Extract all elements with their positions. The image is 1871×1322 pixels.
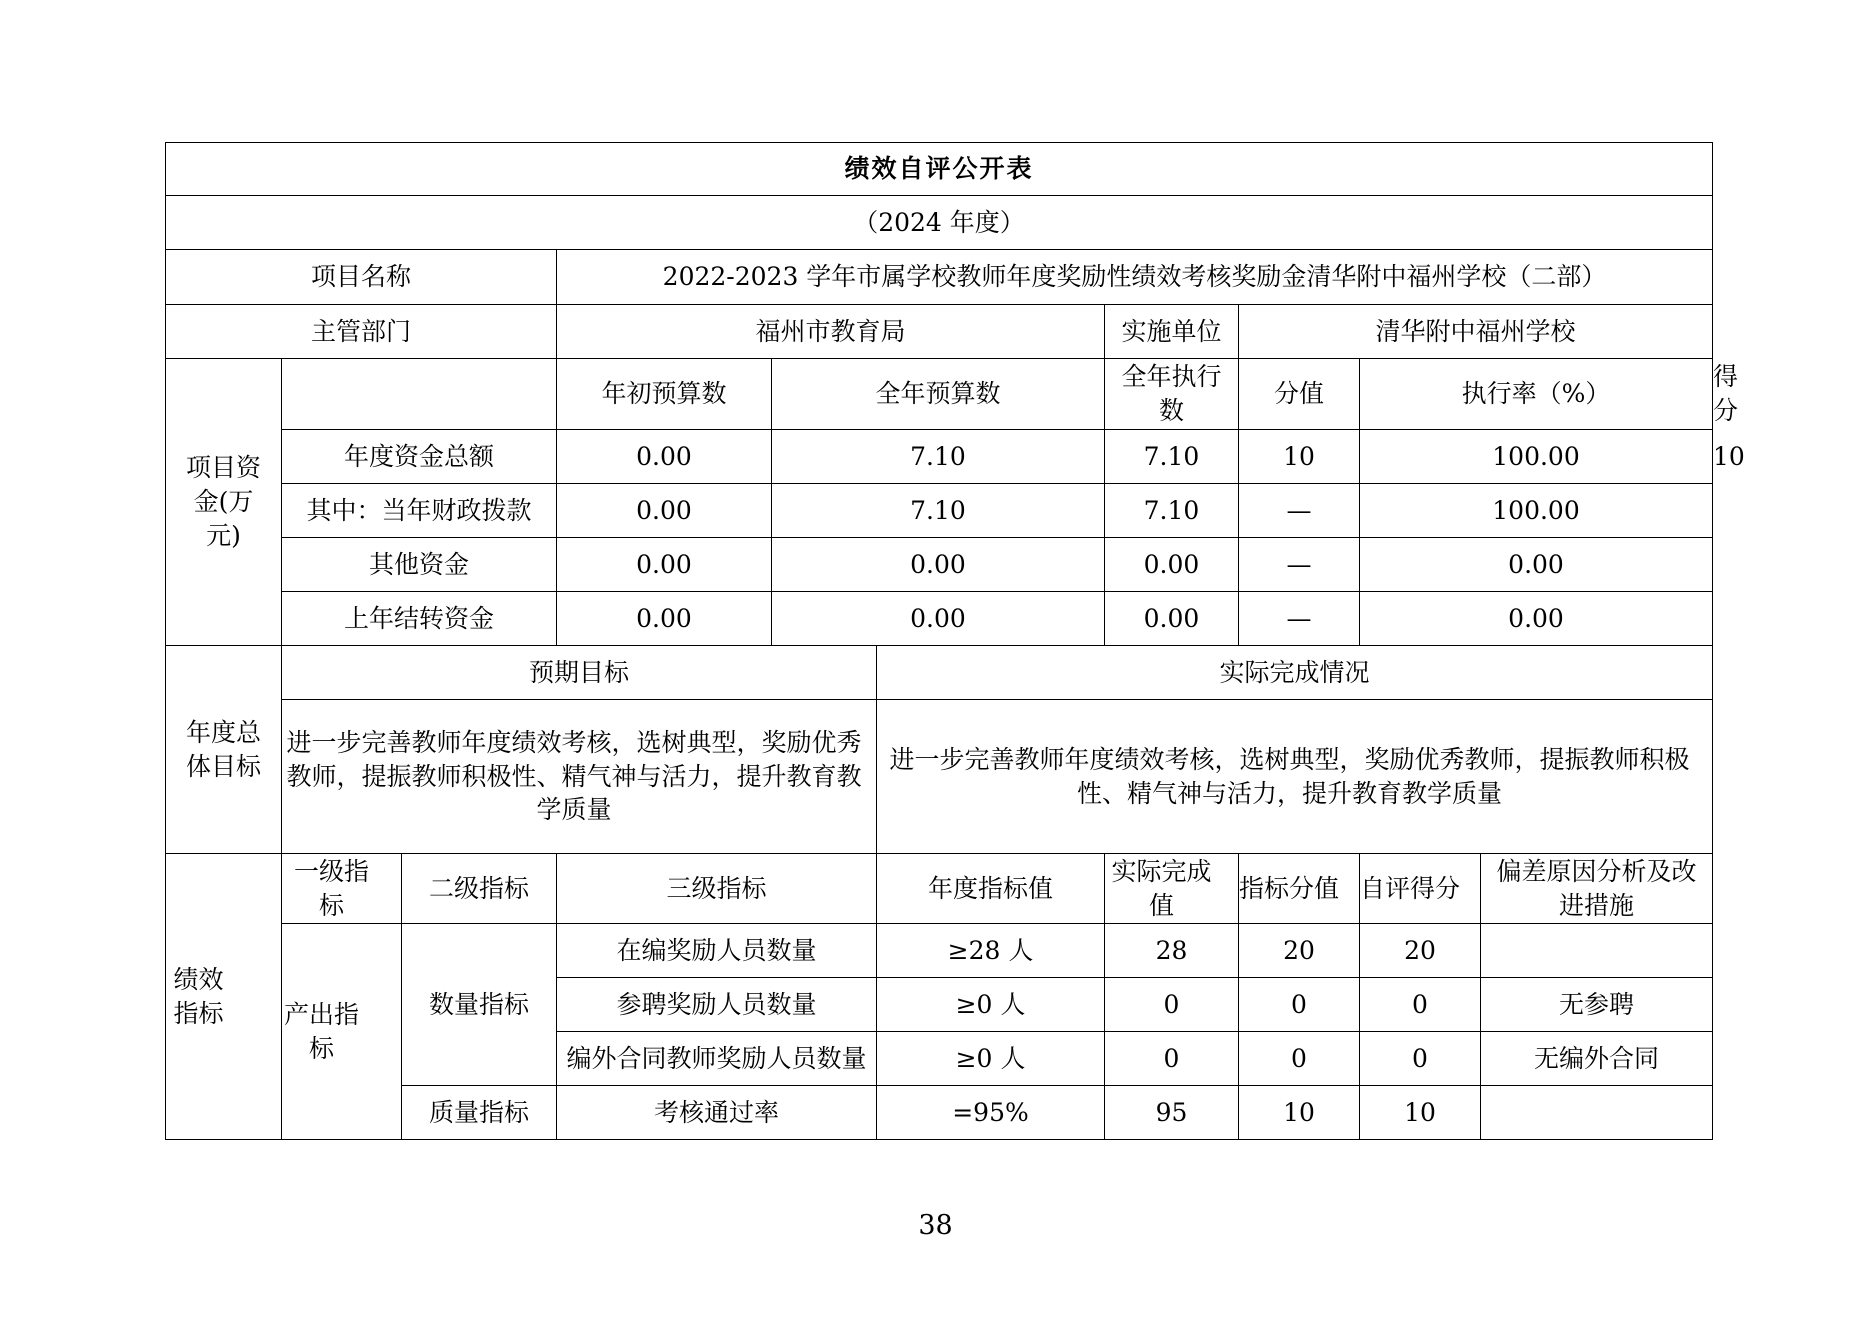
- funds-row-annual: 0.00: [772, 538, 1105, 592]
- indicator-row-name: 在编奖励人员数量: [557, 924, 877, 978]
- indicator-row-weight: 0: [1239, 978, 1360, 1032]
- indicators-label: 绩效指标: [166, 854, 282, 1140]
- funds-header-initial: 年初预算数: [557, 359, 772, 430]
- funds-row-name: 上年结转资金: [282, 592, 557, 646]
- funds-row-executed: 7.10: [1105, 484, 1239, 538]
- indicator-header-actual: 实际完成值: [1105, 854, 1239, 924]
- indicator-row-actual: 95: [1105, 1086, 1239, 1140]
- indicator-row-target: ≥28 人: [877, 924, 1105, 978]
- funds-row-initial: 0.00: [557, 430, 772, 484]
- indicator-row-analysis: 无参聘: [1481, 978, 1713, 1032]
- indicator-row-actual: 28: [1105, 924, 1239, 978]
- actual-goal-label: 实际完成情况: [877, 646, 1713, 700]
- impl-unit-label: 实施单位: [1105, 305, 1239, 359]
- project-name-label: 项目名称: [166, 250, 557, 305]
- indicator-row-target: =95%: [877, 1086, 1105, 1140]
- funds-row-initial: 0.00: [557, 592, 772, 646]
- funds-row-executed: 0.00: [1105, 538, 1239, 592]
- funds-row-initial: 0.00: [557, 484, 772, 538]
- dept-value: 福州市教育局: [557, 305, 1105, 359]
- funds-row-executed: 0.00: [1105, 592, 1239, 646]
- indicator-row-score: 10: [1360, 1086, 1481, 1140]
- indicator-header-weight: 指标分值: [1239, 854, 1360, 924]
- dept-label: 主管部门: [166, 305, 557, 359]
- funds-row-annual: 7.10: [772, 430, 1105, 484]
- level2-quantity-label: 数量指标: [402, 924, 557, 1086]
- funds-row-rate: 0.00: [1360, 592, 1713, 646]
- indicator-row-weight: 20: [1239, 924, 1360, 978]
- funds-label: 项目资金(万元): [166, 359, 282, 646]
- level1-output-label: 产出指标: [282, 924, 402, 1140]
- performance-table: 绩效自评公开表 （2024 年度） 项目名称 2022-2023 学年市属学校教师年度奖励性绩效考核奖励金清华附中福州学校（二部） 主管部门 福州市教育局 实施单位 清华附中福州学校 项目资金(万元) 年初预算数 全年预算数 全年执行数 分值 执行率（%） 得分 年度资金总额 0.00 7.10 7.10 10 100.00 10 其中：当年财政拨款 0.00 7.10 7.10 — 100.00 其他资金 0.00 0.00 0.00 — 0.00 上年结转资金 0.00 0.00 0.00 — 0.00 年度总体目标 预期目标 实际完成情况 进一步完善教师年度绩效考核，选树典型，奖励优秀教师，提振教师积极性、精气神与活力，提升教育教学质量 进一步完善教师年度绩效考核，选树典型，奖励优秀教师，提振教师积极性、精气神与活力，提升教育教学质量 绩效指标 一级指标 二级指标 三级指标 年度指标值 实际完成值 指标分值 自评得分 偏差原因分析及改进措施 产出指标 数量指标 在编奖励人员数量 ≥28 人 28 20 20 参聘奖励人员数量 ≥0 人 0 0 0 无参聘 编外合同教师奖励人员数量 ≥0 人 0 0 0 无编外合同 质量指标 考核通过率 =95% 95 10 10: [165, 142, 1713, 1140]
- goals-label: 年度总体目标: [166, 646, 282, 854]
- funds-header-annual: 全年预算数: [772, 359, 1105, 430]
- indicator-row-analysis: [1481, 1086, 1713, 1140]
- page-number: 38: [918, 1210, 953, 1241]
- indicator-row-weight: 10: [1239, 1086, 1360, 1140]
- indicator-row-name: 编外合同教师奖励人员数量: [557, 1032, 877, 1086]
- indicator-row-score: 20: [1360, 924, 1481, 978]
- indicator-row-name: 考核通过率: [557, 1086, 877, 1140]
- funds-row-rate: 100.00: [1360, 484, 1713, 538]
- indicator-row-analysis: [1481, 924, 1713, 978]
- indicator-header-score: 自评得分: [1360, 854, 1481, 924]
- funds-row: [166, 592, 1713, 646]
- indicator-row-target: ≥0 人: [877, 978, 1105, 1032]
- funds-row-name: 其中：当年财政拨款: [282, 484, 557, 538]
- funds-header-blank: [282, 359, 557, 430]
- funds-row-name: 其他资金: [282, 538, 557, 592]
- funds-row-rate: 100.00: [1360, 430, 1713, 484]
- funds-row-executed: 7.10: [1105, 430, 1239, 484]
- funds-row: [166, 484, 1713, 538]
- table-title: 绩效自评公开表: [166, 143, 1713, 196]
- funds-row-weight: —: [1239, 484, 1360, 538]
- funds-row-annual: 7.10: [772, 484, 1105, 538]
- funds-header-rate: 执行率（%）: [1360, 359, 1713, 430]
- indicator-row: [166, 924, 1713, 978]
- indicator-row-analysis: 无编外合同: [1481, 1032, 1713, 1086]
- funds-header-weight: 分值: [1239, 359, 1360, 430]
- expected-goal-label: 预期目标: [282, 646, 877, 700]
- year-label: （2024 年度）: [166, 196, 1713, 250]
- indicator-row-name: 参聘奖励人员数量: [557, 978, 877, 1032]
- indicator-row-score: 0: [1360, 1032, 1481, 1086]
- funds-row: [166, 538, 1713, 592]
- indicator-row-score: 0: [1360, 978, 1481, 1032]
- indicator-header-target: 年度指标值: [877, 854, 1105, 924]
- indicator-row-actual: 0: [1105, 1032, 1239, 1086]
- indicator-row-actual: 0: [1105, 978, 1239, 1032]
- funds-row-name: 年度资金总额: [282, 430, 557, 484]
- indicator-header-level3: 三级指标: [557, 854, 877, 924]
- impl-unit-value: 清华附中福州学校: [1239, 305, 1713, 359]
- funds-header-executed: 全年执行数: [1105, 359, 1239, 430]
- funds-row-weight: —: [1239, 592, 1360, 646]
- expected-goal-text: 进一步完善教师年度绩效考核，选树典型，奖励优秀教师，提振教师积极性、精气神与活力，提升教育教学质量: [282, 700, 877, 854]
- funds-row-weight: —: [1239, 538, 1360, 592]
- funds-row: 年度资金总额 0.00 7.10 7.10 10 100.00 10: [166, 430, 1713, 484]
- funds-row-rate: 0.00: [1360, 538, 1713, 592]
- indicator-header-level1: 一级指标: [282, 854, 402, 924]
- funds-row-annual: 0.00: [772, 592, 1105, 646]
- funds-row-weight: 10: [1239, 430, 1360, 484]
- indicator-header-analysis: 偏差原因分析及改进措施: [1481, 854, 1713, 924]
- indicator-row-weight: 0: [1239, 1032, 1360, 1086]
- actual-goal-text: 进一步完善教师年度绩效考核，选树典型，奖励优秀教师，提振教师积极性、精气神与活力，提升教育教学质量: [877, 700, 1713, 854]
- level2-quality-label: 质量指标: [402, 1086, 557, 1140]
- funds-row-initial: 0.00: [557, 538, 772, 592]
- indicator-header-level2: 二级指标: [402, 854, 557, 924]
- project-name-value: 2022-2023 学年市属学校教师年度奖励性绩效考核奖励金清华附中福州学校（二部）: [557, 250, 1713, 305]
- indicator-row-target: ≥0 人: [877, 1032, 1105, 1086]
